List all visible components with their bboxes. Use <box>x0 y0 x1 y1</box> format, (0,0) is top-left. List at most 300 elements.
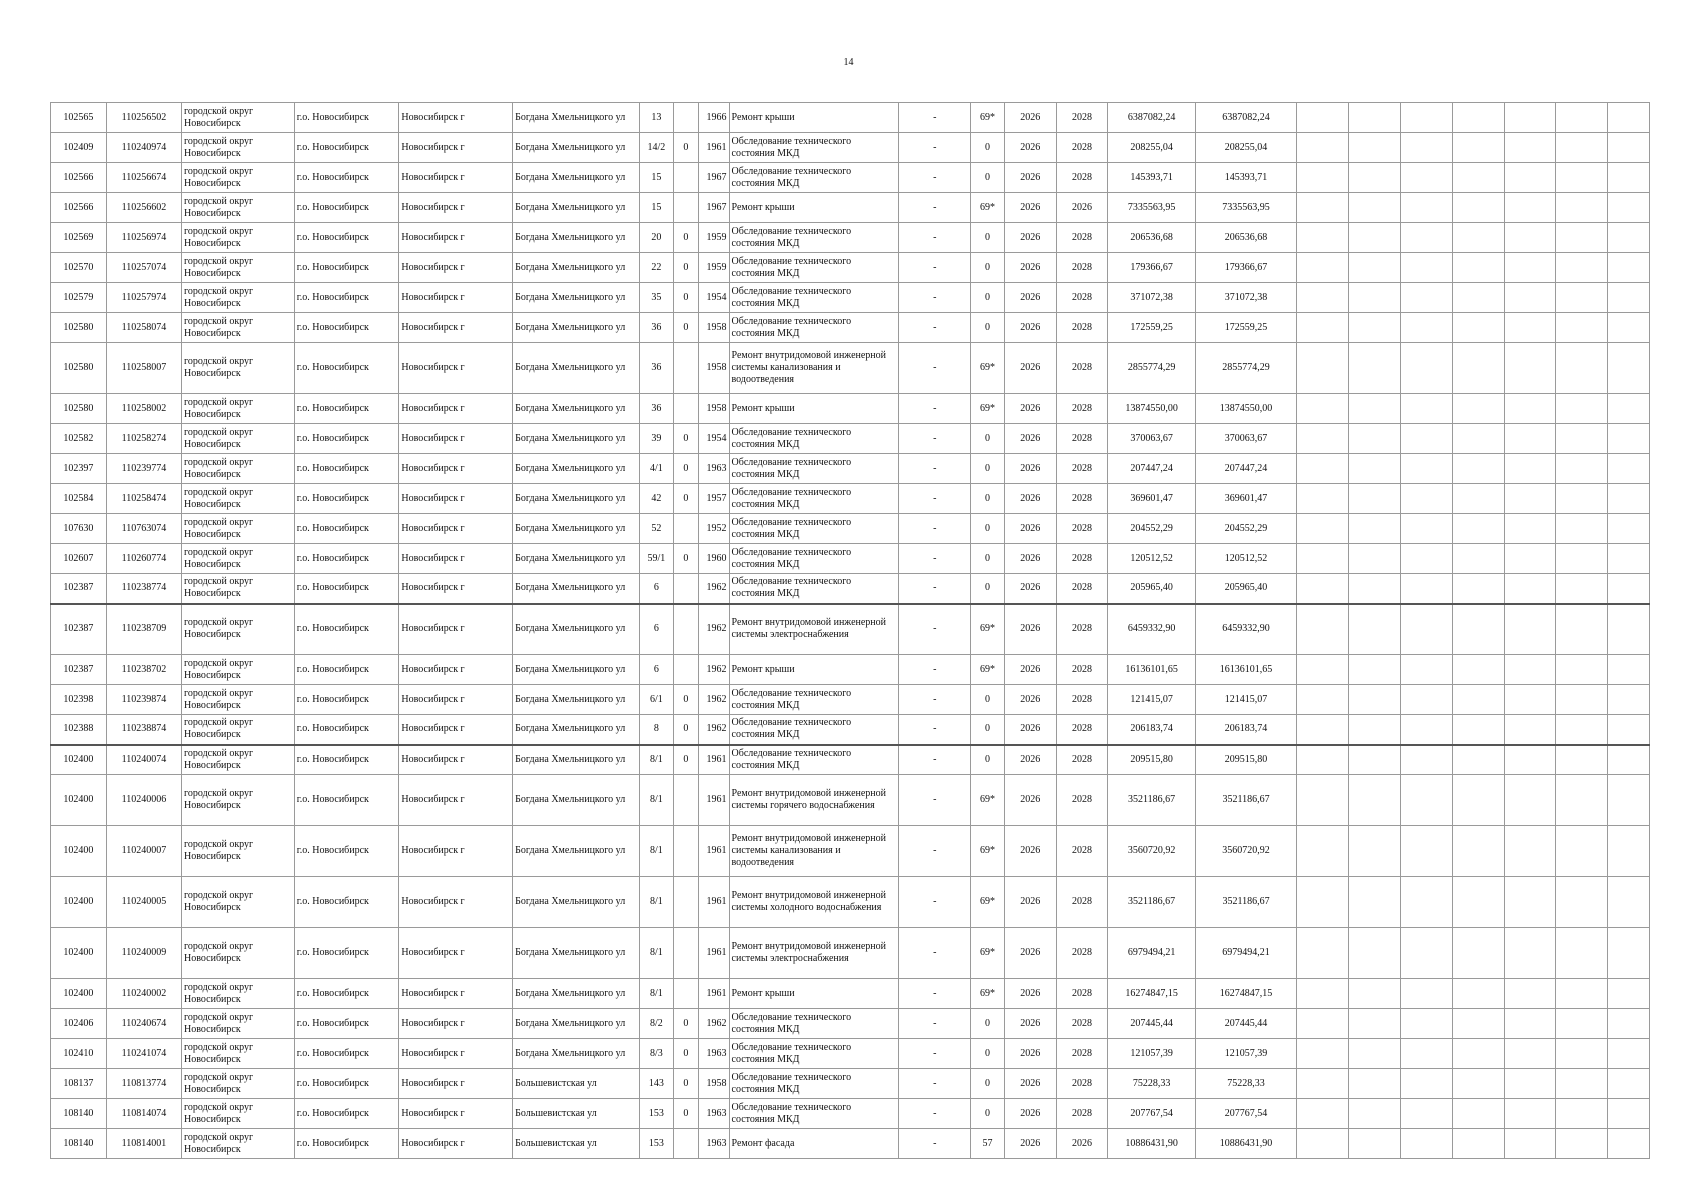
cell-col-15: 204552,29 <box>1108 514 1195 544</box>
cell-col-9: 1959 <box>699 253 729 283</box>
empty-cell <box>1349 928 1401 979</box>
empty-cell <box>1349 133 1401 163</box>
cell-col-14: 2028 <box>1056 1069 1108 1099</box>
empty-cell <box>1297 223 1349 253</box>
cell-col-5: Новосибирск г <box>399 253 513 283</box>
empty-cell <box>1452 313 1504 343</box>
cell-col-14: 2028 <box>1056 826 1108 877</box>
cell-col-7: 143 <box>640 1069 674 1099</box>
cell-col-11: - <box>899 877 971 928</box>
empty-cell <box>1608 133 1650 163</box>
cell-col-1: 102410 <box>51 1039 107 1069</box>
cell-col-8: 0 <box>673 1069 698 1099</box>
cell-col-12: 0 <box>971 1039 1005 1069</box>
cell-col-10: Ремонт внутридомовой инженерной системы горячего водоснабжения <box>729 775 899 826</box>
empty-cell <box>1608 253 1650 283</box>
cell-col-11: - <box>899 514 971 544</box>
cell-col-12: 0 <box>971 223 1005 253</box>
empty-cell <box>1608 1129 1650 1159</box>
cell-col-3: городской округ Новосибирск <box>182 745 295 775</box>
cell-col-2: 110257074 <box>106 253 181 283</box>
empty-cell <box>1349 604 1401 655</box>
cell-col-7: 6/1 <box>640 685 674 715</box>
empty-cell <box>1452 877 1504 928</box>
cell-col-6: Богдана Хмельницкого ул <box>513 313 640 343</box>
cell-col-9: 1962 <box>699 655 729 685</box>
cell-col-12: 0 <box>971 574 1005 604</box>
cell-col-3: городской округ Новосибирск <box>182 133 295 163</box>
cell-col-16: 370063,67 <box>1195 424 1297 454</box>
cell-col-9: 1958 <box>699 394 729 424</box>
empty-cell <box>1452 1069 1504 1099</box>
cell-col-9: 1962 <box>699 604 729 655</box>
cell-col-12: 69* <box>971 343 1005 394</box>
cell-col-10: Обследование технического состояния МКД <box>729 454 899 484</box>
cell-col-16: 120512,52 <box>1195 544 1297 574</box>
empty-cell <box>1297 1039 1349 1069</box>
cell-col-10: Обследование технического состояния МКД <box>729 283 899 313</box>
cell-col-7: 8/1 <box>640 745 674 775</box>
cell-col-14: 2028 <box>1056 1099 1108 1129</box>
empty-cell <box>1297 655 1349 685</box>
cell-col-4: г.о. Новосибирск <box>294 877 399 928</box>
cell-col-7: 36 <box>640 313 674 343</box>
cell-col-8 <box>673 193 698 223</box>
cell-col-15: 7335563,95 <box>1108 193 1195 223</box>
cell-col-4: г.о. Новосибирск <box>294 223 399 253</box>
cell-col-5: Новосибирск г <box>399 775 513 826</box>
cell-col-13: 2026 <box>1004 343 1056 394</box>
cell-col-14: 2028 <box>1056 163 1108 193</box>
empty-cell <box>1504 928 1556 979</box>
table-row <box>51 163 1650 193</box>
cell-col-9: 1963 <box>699 454 729 484</box>
cell-col-1: 102579 <box>51 283 107 313</box>
cell-col-8 <box>673 103 698 133</box>
cell-col-7: 36 <box>640 343 674 394</box>
empty-cell <box>1504 544 1556 574</box>
cell-col-16: 205965,40 <box>1195 574 1297 604</box>
cell-col-11: - <box>899 343 971 394</box>
cell-col-15: 371072,38 <box>1108 283 1195 313</box>
cell-col-14: 2026 <box>1056 1129 1108 1159</box>
cell-col-5: Новосибирск г <box>399 313 513 343</box>
empty-cell <box>1608 775 1650 826</box>
empty-cell <box>1297 715 1349 745</box>
cell-col-4: г.о. Новосибирск <box>294 484 399 514</box>
empty-cell <box>1608 394 1650 424</box>
empty-cell <box>1556 685 1608 715</box>
cell-col-3: городской округ Новосибирск <box>182 715 295 745</box>
cell-col-5: Новосибирск г <box>399 514 513 544</box>
empty-cell <box>1556 313 1608 343</box>
cell-col-2: 110258007 <box>106 343 181 394</box>
table-row <box>51 193 1650 223</box>
cell-col-3: городской округ Новосибирск <box>182 1069 295 1099</box>
cell-col-14: 2028 <box>1056 979 1108 1009</box>
empty-cell <box>1349 1129 1401 1159</box>
cell-col-10: Обследование технического состояния МКД <box>729 544 899 574</box>
empty-cell <box>1400 1039 1452 1069</box>
empty-cell <box>1452 163 1504 193</box>
cell-col-6: Богдана Хмельницкого ул <box>513 514 640 544</box>
cell-col-1: 102387 <box>51 655 107 685</box>
cell-col-2: 110239774 <box>106 454 181 484</box>
cell-col-6: Богдана Хмельницкого ул <box>513 223 640 253</box>
cell-col-14: 2028 <box>1056 343 1108 394</box>
cell-col-3: городской округ Новосибирск <box>182 655 295 685</box>
cell-col-15: 3560720,92 <box>1108 826 1195 877</box>
cell-col-9: 1963 <box>699 1039 729 1069</box>
empty-cell <box>1452 193 1504 223</box>
table-row <box>51 394 1650 424</box>
empty-cell <box>1556 1069 1608 1099</box>
cell-col-12: 0 <box>971 283 1005 313</box>
cell-col-9: 1966 <box>699 103 729 133</box>
cell-col-3: городской округ Новосибирск <box>182 1039 295 1069</box>
empty-cell <box>1400 877 1452 928</box>
cell-col-4: г.о. Новосибирск <box>294 685 399 715</box>
cell-col-4: г.о. Новосибирск <box>294 655 399 685</box>
empty-cell <box>1297 193 1349 223</box>
cell-col-5: Новосибирск г <box>399 685 513 715</box>
cell-col-3: городской округ Новосибирск <box>182 454 295 484</box>
empty-cell <box>1556 775 1608 826</box>
empty-cell <box>1608 826 1650 877</box>
cell-col-13: 2026 <box>1004 1009 1056 1039</box>
empty-cell <box>1400 544 1452 574</box>
cell-col-6: Богдана Хмельницкого ул <box>513 394 640 424</box>
cell-col-7: 59/1 <box>640 544 674 574</box>
cell-col-8 <box>673 655 698 685</box>
cell-col-15: 145393,71 <box>1108 163 1195 193</box>
empty-cell <box>1400 715 1452 745</box>
cell-col-4: г.о. Новосибирск <box>294 604 399 655</box>
cell-col-1: 102566 <box>51 193 107 223</box>
table-row <box>51 223 1650 253</box>
cell-col-12: 0 <box>971 544 1005 574</box>
empty-cell <box>1504 484 1556 514</box>
cell-col-2: 110241074 <box>106 1039 181 1069</box>
table-row <box>51 283 1650 313</box>
cell-col-12: 69* <box>971 103 1005 133</box>
empty-cell <box>1297 604 1349 655</box>
empty-cell <box>1349 193 1401 223</box>
cell-col-8 <box>673 928 698 979</box>
cell-col-9: 1958 <box>699 1069 729 1099</box>
cell-col-9: 1957 <box>699 484 729 514</box>
cell-col-10: Обследование технического состояния МКД <box>729 253 899 283</box>
cell-col-12: 0 <box>971 163 1005 193</box>
cell-col-4: г.о. Новосибирск <box>294 715 399 745</box>
empty-cell <box>1400 574 1452 604</box>
cell-col-6: Большевистская ул <box>513 1099 640 1129</box>
empty-cell <box>1556 979 1608 1009</box>
cell-col-3: городской округ Новосибирск <box>182 103 295 133</box>
table-row <box>51 484 1650 514</box>
cell-col-5: Новосибирск г <box>399 928 513 979</box>
cell-col-10: Ремонт внутридомовой инженерной системы электроснабжения <box>729 604 899 655</box>
empty-cell <box>1556 103 1608 133</box>
cell-col-7: 8/1 <box>640 826 674 877</box>
empty-cell <box>1556 928 1608 979</box>
cell-col-7: 8/2 <box>640 1009 674 1039</box>
cell-col-14: 2026 <box>1056 193 1108 223</box>
cell-col-1: 102569 <box>51 223 107 253</box>
empty-cell <box>1504 715 1556 745</box>
empty-cell <box>1504 163 1556 193</box>
empty-cell <box>1556 1129 1608 1159</box>
empty-cell <box>1297 454 1349 484</box>
cell-col-6: Богдана Хмельницкого ул <box>513 928 640 979</box>
cell-col-8: 0 <box>673 715 698 745</box>
cell-col-5: Новосибирск г <box>399 103 513 133</box>
cell-col-9: 1958 <box>699 313 729 343</box>
empty-cell <box>1400 223 1452 253</box>
cell-col-10: Ремонт крыши <box>729 394 899 424</box>
cell-col-12: 0 <box>971 715 1005 745</box>
table-row <box>51 1099 1650 1129</box>
empty-cell <box>1452 685 1504 715</box>
empty-cell <box>1504 1099 1556 1129</box>
cell-col-13: 2026 <box>1004 979 1056 1009</box>
cell-col-7: 8/1 <box>640 979 674 1009</box>
empty-cell <box>1504 514 1556 544</box>
cell-col-13: 2026 <box>1004 193 1056 223</box>
cell-col-15: 206183,74 <box>1108 715 1195 745</box>
cell-col-11: - <box>899 1099 971 1129</box>
empty-cell <box>1556 394 1608 424</box>
cell-col-14: 2028 <box>1056 544 1108 574</box>
cell-col-2: 110256502 <box>106 103 181 133</box>
cell-col-16: 207767,54 <box>1195 1099 1297 1129</box>
cell-col-7: 42 <box>640 484 674 514</box>
cell-col-3: городской округ Новосибирск <box>182 877 295 928</box>
cell-col-8: 0 <box>673 313 698 343</box>
empty-cell <box>1608 454 1650 484</box>
cell-col-4: г.о. Новосибирск <box>294 1069 399 1099</box>
cell-col-12: 69* <box>971 928 1005 979</box>
cell-col-9: 1961 <box>699 928 729 979</box>
cell-col-11: - <box>899 484 971 514</box>
cell-col-14: 2028 <box>1056 133 1108 163</box>
empty-cell <box>1349 343 1401 394</box>
cell-col-14: 2028 <box>1056 685 1108 715</box>
cell-col-7: 13 <box>640 103 674 133</box>
empty-cell <box>1504 454 1556 484</box>
cell-col-16: 16136101,65 <box>1195 655 1297 685</box>
cell-col-4: г.о. Новосибирск <box>294 1009 399 1039</box>
empty-cell <box>1400 685 1452 715</box>
cell-col-7: 15 <box>640 163 674 193</box>
cell-col-14: 2028 <box>1056 394 1108 424</box>
cell-col-9: 1967 <box>699 163 729 193</box>
cell-col-16: 172559,25 <box>1195 313 1297 343</box>
cell-col-10: Ремонт внутридомовой инженерной системы канализования и водоотведения <box>729 343 899 394</box>
cell-col-9: 1963 <box>699 1099 729 1129</box>
cell-col-6: Богдана Хмельницкого ул <box>513 775 640 826</box>
cell-col-6: Богдана Хмельницкого ул <box>513 826 640 877</box>
empty-cell <box>1608 1009 1650 1039</box>
cell-col-15: 6387082,24 <box>1108 103 1195 133</box>
empty-cell <box>1400 1129 1452 1159</box>
cell-col-14: 2028 <box>1056 1039 1108 1069</box>
cell-col-5: Новосибирск г <box>399 343 513 394</box>
cell-col-12: 0 <box>971 133 1005 163</box>
cell-col-10: Ремонт фасада <box>729 1129 899 1159</box>
cell-col-13: 2026 <box>1004 655 1056 685</box>
empty-cell <box>1504 685 1556 715</box>
cell-col-3: городской округ Новосибирск <box>182 343 295 394</box>
empty-cell <box>1608 223 1650 253</box>
cell-col-12: 57 <box>971 1129 1005 1159</box>
cell-col-2: 110763074 <box>106 514 181 544</box>
cell-col-13: 2026 <box>1004 685 1056 715</box>
cell-col-3: городской округ Новосибирск <box>182 544 295 574</box>
cell-col-3: городской округ Новосибирск <box>182 685 295 715</box>
table-row <box>51 1069 1650 1099</box>
cell-col-3: городской округ Новосибирск <box>182 253 295 283</box>
empty-cell <box>1349 163 1401 193</box>
cell-col-15: 370063,67 <box>1108 424 1195 454</box>
page-number: 14 <box>843 57 854 68</box>
cell-col-10: Ремонт внутридомовой инженерной системы холодного водоснабжения <box>729 877 899 928</box>
empty-cell <box>1297 343 1349 394</box>
cell-col-11: - <box>899 313 971 343</box>
table-row <box>51 544 1650 574</box>
cell-col-16: 369601,47 <box>1195 484 1297 514</box>
cell-col-7: 8/1 <box>640 877 674 928</box>
cell-col-9: 1961 <box>699 877 729 928</box>
empty-cell <box>1556 223 1608 253</box>
cell-col-13: 2026 <box>1004 283 1056 313</box>
cell-col-15: 2855774,29 <box>1108 343 1195 394</box>
cell-col-4: г.о. Новосибирск <box>294 574 399 604</box>
cell-col-13: 2026 <box>1004 877 1056 928</box>
cell-col-2: 110240074 <box>106 745 181 775</box>
cell-col-16: 208255,04 <box>1195 133 1297 163</box>
cell-col-8 <box>673 394 698 424</box>
empty-cell <box>1349 715 1401 745</box>
empty-cell <box>1349 574 1401 604</box>
cell-col-11: - <box>899 163 971 193</box>
cell-col-13: 2026 <box>1004 454 1056 484</box>
cell-col-6: Богдана Хмельницкого ул <box>513 544 640 574</box>
cell-col-6: Богдана Хмельницкого ул <box>513 685 640 715</box>
cell-col-10: Ремонт крыши <box>729 655 899 685</box>
empty-cell <box>1297 877 1349 928</box>
empty-cell <box>1504 193 1556 223</box>
cell-col-2: 110238702 <box>106 655 181 685</box>
cell-col-5: Новосибирск г <box>399 1009 513 1039</box>
cell-col-16: 2855774,29 <box>1195 343 1297 394</box>
empty-cell <box>1452 223 1504 253</box>
empty-cell <box>1608 1099 1650 1129</box>
cell-col-11: - <box>899 685 971 715</box>
cell-col-8: 0 <box>673 454 698 484</box>
empty-cell <box>1452 133 1504 163</box>
cell-col-11: - <box>899 544 971 574</box>
cell-col-3: городской округ Новосибирск <box>182 979 295 1009</box>
cell-col-4: г.о. Новосибирск <box>294 745 399 775</box>
cell-col-3: городской округ Новосибирск <box>182 1009 295 1039</box>
cell-col-4: г.о. Новосибирск <box>294 979 399 1009</box>
cell-col-9: 1961 <box>699 979 729 1009</box>
cell-col-2: 110238874 <box>106 715 181 745</box>
cell-col-14: 2028 <box>1056 283 1108 313</box>
cell-col-10: Обследование технического состояния МКД <box>729 424 899 454</box>
empty-cell <box>1400 826 1452 877</box>
table-row <box>51 604 1650 655</box>
cell-col-12: 69* <box>971 826 1005 877</box>
cell-col-13: 2026 <box>1004 103 1056 133</box>
cell-col-1: 108140 <box>51 1129 107 1159</box>
cell-col-7: 153 <box>640 1129 674 1159</box>
cell-col-2: 110258074 <box>106 313 181 343</box>
empty-cell <box>1452 979 1504 1009</box>
cell-col-16: 3560720,92 <box>1195 826 1297 877</box>
cell-col-15: 6979494,21 <box>1108 928 1195 979</box>
cell-col-16: 75228,33 <box>1195 1069 1297 1099</box>
empty-cell <box>1297 163 1349 193</box>
cell-col-13: 2026 <box>1004 826 1056 877</box>
empty-cell <box>1608 655 1650 685</box>
cell-col-6: Богдана Хмельницкого ул <box>513 253 640 283</box>
empty-cell <box>1452 928 1504 979</box>
empty-cell <box>1504 424 1556 454</box>
empty-cell <box>1504 253 1556 283</box>
empty-cell <box>1349 1039 1401 1069</box>
empty-cell <box>1608 514 1650 544</box>
cell-col-4: г.о. Новосибирск <box>294 343 399 394</box>
cell-col-5: Новосибирск г <box>399 484 513 514</box>
cell-col-9: 1960 <box>699 544 729 574</box>
cell-col-13: 2026 <box>1004 544 1056 574</box>
cell-col-11: - <box>899 223 971 253</box>
cell-col-10: Ремонт крыши <box>729 979 899 1009</box>
cell-col-6: Богдана Хмельницкого ул <box>513 343 640 394</box>
cell-col-12: 0 <box>971 1069 1005 1099</box>
cell-col-4: г.о. Новосибирск <box>294 394 399 424</box>
empty-cell <box>1349 655 1401 685</box>
cell-col-6: Богдана Хмельницкого ул <box>513 103 640 133</box>
cell-col-14: 2028 <box>1056 313 1108 343</box>
empty-cell <box>1349 1069 1401 1099</box>
cell-col-11: - <box>899 283 971 313</box>
cell-col-2: 110814001 <box>106 1129 181 1159</box>
cell-col-5: Новосибирск г <box>399 394 513 424</box>
cell-col-11: - <box>899 604 971 655</box>
cell-col-3: городской округ Новосибирск <box>182 163 295 193</box>
cell-col-3: городской округ Новосибирск <box>182 1129 295 1159</box>
cell-col-11: - <box>899 1009 971 1039</box>
empty-cell <box>1400 133 1452 163</box>
cell-col-5: Новосибирск г <box>399 979 513 1009</box>
cell-col-16: 145393,71 <box>1195 163 1297 193</box>
cell-col-8: 0 <box>673 1099 698 1129</box>
empty-cell <box>1608 103 1650 133</box>
cell-col-2: 110256602 <box>106 193 181 223</box>
empty-cell <box>1349 775 1401 826</box>
empty-cell <box>1608 424 1650 454</box>
table-row <box>51 1009 1650 1039</box>
cell-col-15: 172559,25 <box>1108 313 1195 343</box>
cell-col-16: 6979494,21 <box>1195 928 1297 979</box>
empty-cell <box>1452 1009 1504 1039</box>
cell-col-8: 0 <box>673 283 698 313</box>
cell-col-7: 20 <box>640 223 674 253</box>
cell-col-11: - <box>899 928 971 979</box>
